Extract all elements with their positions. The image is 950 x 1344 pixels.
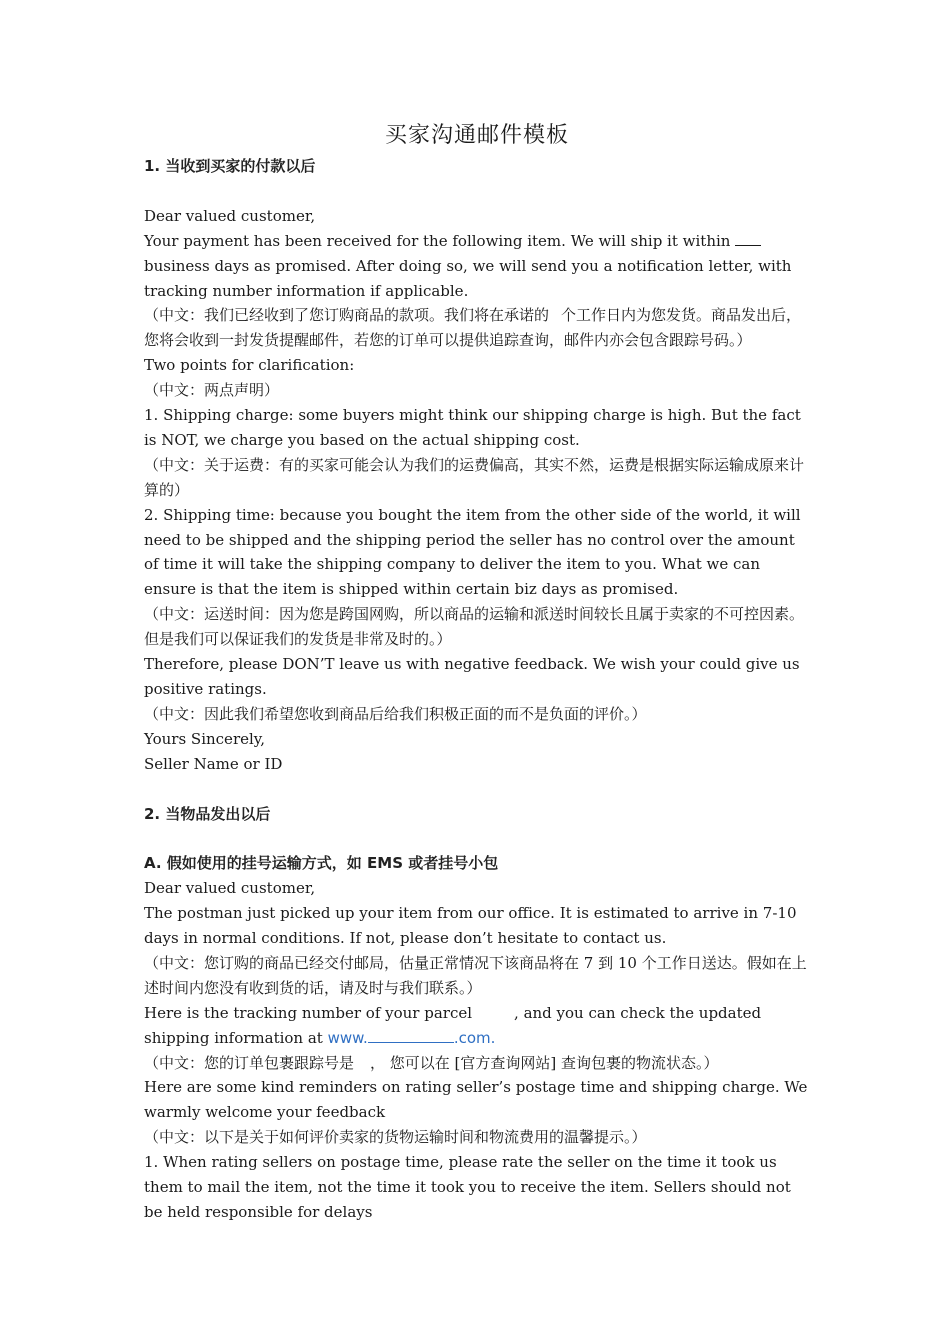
s2-paragraph-2-start: Here is the tracking number of your parcel xyxy=(144,1003,473,1022)
section-1-heading: 1. 当收到买家的付款以后 xyxy=(144,157,316,175)
s2-paragraph-4: 1. When rating sellers on postage time, please rate the seller on the time it took us them to mail the item, not the time it took you to receive the item. Sellers should not be held responsible for delays xyxy=(144,1153,791,1222)
blank-line xyxy=(144,826,810,851)
tracking-website-link[interactable] xyxy=(328,1029,496,1047)
s1-paragraph-1 xyxy=(144,229,810,304)
s1-signature: Seller Name or ID xyxy=(144,754,283,773)
s2-paragraph-2-cn xyxy=(144,1051,810,1076)
document-page xyxy=(144,120,810,1225)
s1-closing: Yours Sincerely, xyxy=(144,729,266,748)
s1-paragraph-3-cn: （中文：关于运费：有的买家可能会认为我们的运费偏高，其实不然，运费是根据实际运输成原来计算的） xyxy=(144,455,805,499)
s1-paragraph-1-cn-end: 个工作日内为您发货。商品发出后，您将会收到一封发货提醒邮件，若您的订单可以提供追踪查询，邮件内亦会包含跟踪号码。） xyxy=(144,306,802,350)
blank-line xyxy=(144,179,810,204)
document-title: 买家沟通邮件模板 xyxy=(384,123,569,148)
s2-paragraph-2-cn-start: （中文：您的订单包裹跟踪号是 xyxy=(144,1053,355,1072)
s1-paragraph-2: Two points for clarification: xyxy=(144,356,355,375)
section-2a-heading: A. 假如使用的挂号运输方式，如 EMS 或者挂号小包 xyxy=(144,854,499,873)
s1-paragraph-1-cn-start: （中文：我们已经收到了您订购商品的款项。我们将在承诺的 xyxy=(144,306,550,325)
s1-paragraph-2-cn: （中文：两点声明） xyxy=(144,381,280,400)
s2-paragraph-1: The postman just picked up your item from our office. It is estimated to arrive in 7-10 days in normal conditions. If not, please don’t hesitate to contact us. xyxy=(144,904,797,948)
s1-paragraph-5: Therefore, please DON’T leave us with negative feedback. We wish your could give us positive ratings. xyxy=(144,655,800,699)
link-suffix: .com. xyxy=(453,1028,496,1047)
s1-paragraph-5-cn: （中文：因此我们希望您收到商品后给我们积极正面的而不是负面的评价。） xyxy=(144,704,647,723)
s1-paragraph-1-cn xyxy=(144,303,810,353)
s2-paragraph-3: Here are some kind reminders on rating seller’s postage time and shipping charge. We warmly welcome your feedback xyxy=(144,1078,808,1122)
link-prefix: www. xyxy=(327,1028,368,1047)
s1-paragraph-1-end: business days as promised. After doing so, we will send you a notification letter, with tracking number information if applicable. xyxy=(144,256,792,300)
s2-paragraph-2-end: , and you can check the updated shipping information at xyxy=(144,1003,762,1047)
s1-paragraph-4: 2. Shipping time: because you bought the item from the other side of the world, it will need to be shipped and the shipping period the seller has no control over the amount of time it will take the shipping company to deliver the item to you. What we can ensure is that the item is shipped within certain biz days as promised. xyxy=(144,505,801,599)
s2-paragraph-2-cn-end: ， 您可以在 [官方查询网站] 查询包裹的物流状态。） xyxy=(370,1053,719,1072)
s1-greeting: Dear valued customer, xyxy=(144,206,316,225)
s2-greeting: Dear valued customer, xyxy=(144,879,316,898)
section-2-heading: 2. 当物品发出以后 xyxy=(144,804,271,823)
s2-paragraph-3-cn: （中文：以下是关于如何评价卖家的货物运输时间和物流费用的温馨提示。） xyxy=(144,1128,647,1147)
s1-paragraph-4-cn: （中文：运送时间：因为您是跨国网购，所以商品的运输和派送时间较长且属于卖家的不可控因素。但是我们可以保证我们的发货是非常及时的。） xyxy=(144,605,805,649)
days-blank xyxy=(735,231,761,246)
s2-paragraph-1-cn: （中文：您订购的商品已经交付邮局，估量正常情况下该商品将在 7 到 10 个工作日送达。假如在上述时间内您没有收到货的话，请及时与我们联系。） xyxy=(144,953,807,997)
s2-paragraph-2 xyxy=(144,1001,810,1051)
s1-paragraph-1-start: Your payment has been received for the following item. We will ship it within xyxy=(144,231,731,250)
s1-paragraph-3: 1. Shipping charge: some buyers might think our shipping charge is high. But the fact is NOT, we charge you based on the actual shipping cost. xyxy=(144,406,801,449)
link-blank xyxy=(368,1028,454,1043)
blank-line xyxy=(144,777,810,802)
